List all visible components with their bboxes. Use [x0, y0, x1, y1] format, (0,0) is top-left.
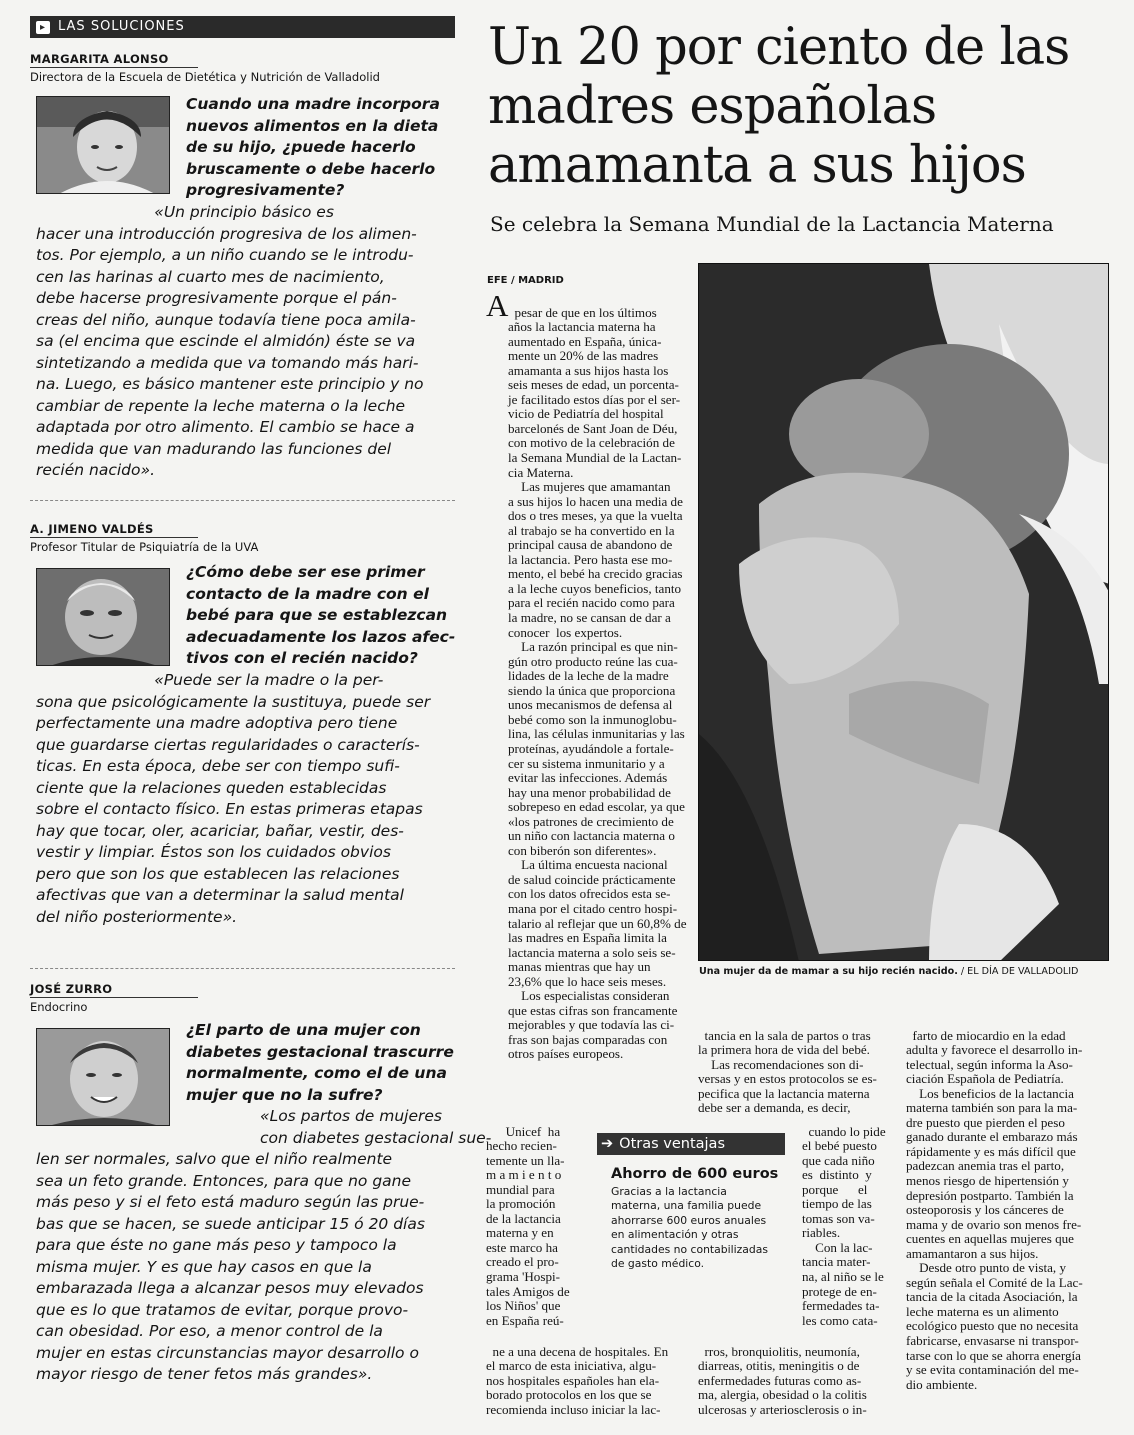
article-column-3	[906, 1014, 1106, 1392]
article-column-1-narrow	[486, 1110, 576, 1328]
article-subheadline: Se celebra la Semana Mundial de la Lactancia Materna	[490, 212, 1054, 236]
expert-photo-2	[36, 568, 170, 666]
drop-cap: A	[486, 288, 509, 323]
article-column-2-narrow	[802, 1110, 894, 1328]
expert-question: ¿El parto de una mujer con diabetes gestacional trascurre normalmente, como el de una mujer que no la sufre?	[186, 1021, 454, 1104]
expert-block-1	[30, 52, 455, 84]
sidebox-title: Ahorro de 600 euros	[611, 1166, 779, 1182]
article-column-2-top	[698, 1014, 894, 1116]
expert-block-2	[30, 522, 455, 554]
section-divider	[30, 500, 455, 501]
expert-title: Profesor Titular de Psiquiatría de la UVA	[30, 540, 259, 554]
expert-title: Endocrino	[30, 1000, 88, 1014]
photo-credit: / EL DÍA DE VALLADOLID	[957, 966, 1079, 977]
article-text: rros, bronquiolitis, neumonía, diarreas, otitis, meningitis o de enfermedades futuras como as- ma, alergia, obesidad o la colitis ulcerosas y arteriosclerosis o in-	[698, 1343, 867, 1417]
article-photo	[698, 263, 1109, 961]
article-byline: EFE / MADRID	[487, 275, 564, 286]
article-column-1-lead	[508, 291, 687, 1062]
section-marker-icon: ▸	[36, 21, 50, 34]
section-label: LAS SOLUCIONES	[58, 19, 185, 34]
article-text: tancia en la sala de partos o tras la primera hora de vida del bebé. Las recomendaciones son di- versas y en estos protocolos se es- pecifica que la lactancia materna debe ser a demanda, es decir,	[698, 1027, 877, 1116]
expert-question: ¿Cómo debe ser ese primer contacto de la madre con el bebé para que se establezcan adecuadamente los lazos afec- tivos con el recién nacido?	[186, 563, 456, 667]
expert-answer: «Un principio básico es hacer una introducción progresiva de los alimen- tos. Por ejemplo, a un niño cuando se le introdu- cen las harinas al cuarto mes de nacimiento, debe hacerse progresivamente porque el pán- creas del niño, aunque todavía tiene poca amila- sa (el encima que escinde el almidón) éste se va sintetizando a medida que va tomando más hari- na. Luego, es básico mantener este principio y no cambiar de repente la leche materna o la leche adaptada por otro alimento. El cambio se hace a medida que van madurando las funciones del recién nacido».	[36, 203, 424, 479]
expert-photo-3	[36, 1028, 170, 1126]
expert-photo-1	[36, 96, 170, 194]
sidebar-solutions	[30, 16, 492, 1421]
sidebox-header-label: Otras ventajas	[619, 1136, 725, 1152]
section-divider	[30, 968, 455, 969]
article-text: pesar de que en los últimos años la lactancia materna ha aumentado en España, única- mente un 20% de las madres amamanta a sus hijos hasta los seis meses de edad, un porcenta- je facilitado estos días por el ser- vicio de Pediatría del hospital barcelonés de Sant Joan de Déu, con motivo de la celebración de la Semana Mundial de la Lactan- cia Materna. Las mujeres que amamantan a sus hijos lo hacen una media de dos o tres meses, ya que la vuelta al trabajo se ha convertido en la principal causa de abandono de la lactancia. Pero hasta ese mo- mento, el bebé ha crecido gracias a la leche cuyos beneficios, tanto para el recién nacido como para la madre, no se cansan de dar a conocer los expertos. La razón principal es que nin- gún otro producto reúne las cua- lidades de la leche de la madre siendo la única que proporciona unos mecanismos de defensa al bebé como son la inmunoglobu- lina, las células inmunitarias y las proteínas, ayudándole a fortale- cer su sistema inmunitario y a evitar las infecciones. Además hay una menor probabilidad de sobrepeso en edad escolar, ya que «los patrones de crecimiento de un niño con lactancia materna o con biberón son diferentes». La última encuesta nacional de salud coincide prácticamente con los datos ofrecidos esta se- mana por el citado centro hospi- talario al reflejar que un 60,8% de las madres en España limita la lactancia materna a solo seis se- manas mientras que hay un 23,6% que lo hace seis meses. Los especialistas consideran que estas cifras son francamente mejorables y que todavía las ci- fras son bajas comparadas con otros países europeos.	[508, 304, 687, 1062]
sidebox-otras-ventajas	[597, 1133, 785, 1288]
article-column-1-bottom	[486, 1330, 686, 1417]
article-headline: Un 20 por ciento de las madres españolas amamanta a sus hijos	[488, 18, 1070, 195]
expert-answer: «Puede ser la madre o la per- sona que psicológicamente la sustituya, puede ser perfectamente una madre adoptiva pero tiene que guardarse ciertas regularidades o caracterís- ticas. En esta época, debe ser con tiempo sufi- ciente que la relaciones queden establecidas sobre el contacto físico. En estas primeras etapas hay que tocar, oler, acariciar, bañar, vestir, des- vestir y limpiar. Éstos son los cuidados obvios pero que son los que establecen las relaciones afectivas que van a determinar la salud mental del niño posteriormente».	[36, 671, 431, 926]
expert-block-3	[30, 982, 455, 1014]
expert-title: Directora de la Escuela de Dietética y Nutrición de Valladolid	[30, 70, 380, 84]
sidebox-body: Gracias a la lactancia materna, una familia puede ahorrarse 600 euros anuales en alimentación y otras cantidades no contabilizadas de gasto médico.	[611, 1185, 768, 1271]
article-text: ne a una decena de hospitales. En el marco de esta iniciativa, algu- nos hospitales españoles han ela- borado protocolos en los que se recomienda incluso iniciar la lac-	[486, 1343, 669, 1417]
sidebox-header	[597, 1133, 785, 1155]
section-header	[30, 16, 455, 38]
caption-text: Una mujer da de mamar a su hijo recién nacido.	[699, 966, 958, 977]
arrow-right-icon: ➔	[601, 1136, 614, 1152]
expert-answer: len ser normales, salvo que el niño realmente sea un feto grande. Entonces, para que no gane más peso y si el feto está maduro según las prue- bas que se hacen, se suede anticipar 15 ó 20 días para que éste no gane más peso y tampoco la misma mujer. Y es que hay casos en que la embarazada llega a alcanzar pesos muy elevados que es lo que tratamos de evitar, porque provo- can obesidad. Por eso, a menor control de la mujer en estas circunstancias mayor desarrollo o mayor riesgo de tener fetos más grandes».	[36, 1150, 425, 1383]
expert-name: A. JIMENO VALDÉS	[30, 522, 198, 538]
article-text: farto de miocardio en la edad adulta y favorece el desarrollo in- telectual, según informa la Aso- ciación Española de Pediatría. Los beneficios de la lactancia materna también son para la ma- dre puesto que pierden el peso ganado durante el embarazo más rápidamente y es más difícil que padezcan anemia tras el parto, menos riesgo de hipertensión y depresión postparto. También la osteoporosis y los cánceres de mama y de ovario son menos fre- cuentes en aquellas mujeres que amamantaron a sus hijos. Desde otro punto de vista, y según señala el Comité de la Lac- tancia de la citada Asociación, la leche materna es un alimento ecológico puesto que no necesita fabricarse, envasarse ni transpor- tarse con lo que se ahorra energía y se evita contaminación del me- dio ambiente.	[906, 1027, 1083, 1392]
photo-caption	[699, 966, 1078, 977]
expert-question: Cuando una madre incorpora nuevos alimentos en la dieta de su hijo, ¿puede hacerlo bruscamente o debe hacerlo progresivamente?	[186, 95, 440, 199]
article-column-2-bottom	[698, 1330, 894, 1417]
article-text: cuando lo pide el bebé puesto que cada niño es distinto y porque el tiempo de las tomas son va- riables. Con la lac- tancia mater- na, al niño se le protege de en- fermedades ta- les como cata-	[802, 1123, 886, 1328]
article-text: Unicef ha hecho recien- temente un lla- m a m i e n t o mundial para la promoción de la lactancia materna y en este marco ha creado el pro- grama 'Hospi- tales Amigos de los Niños' que en España reú-	[486, 1123, 570, 1328]
expert-name: MARGARITA ALONSO	[30, 52, 198, 68]
expert-answer-intro: «Los partos de mujeres con diabetes gestacional sue-	[260, 1107, 492, 1147]
expert-name: JOSÉ ZURRO	[30, 982, 198, 998]
